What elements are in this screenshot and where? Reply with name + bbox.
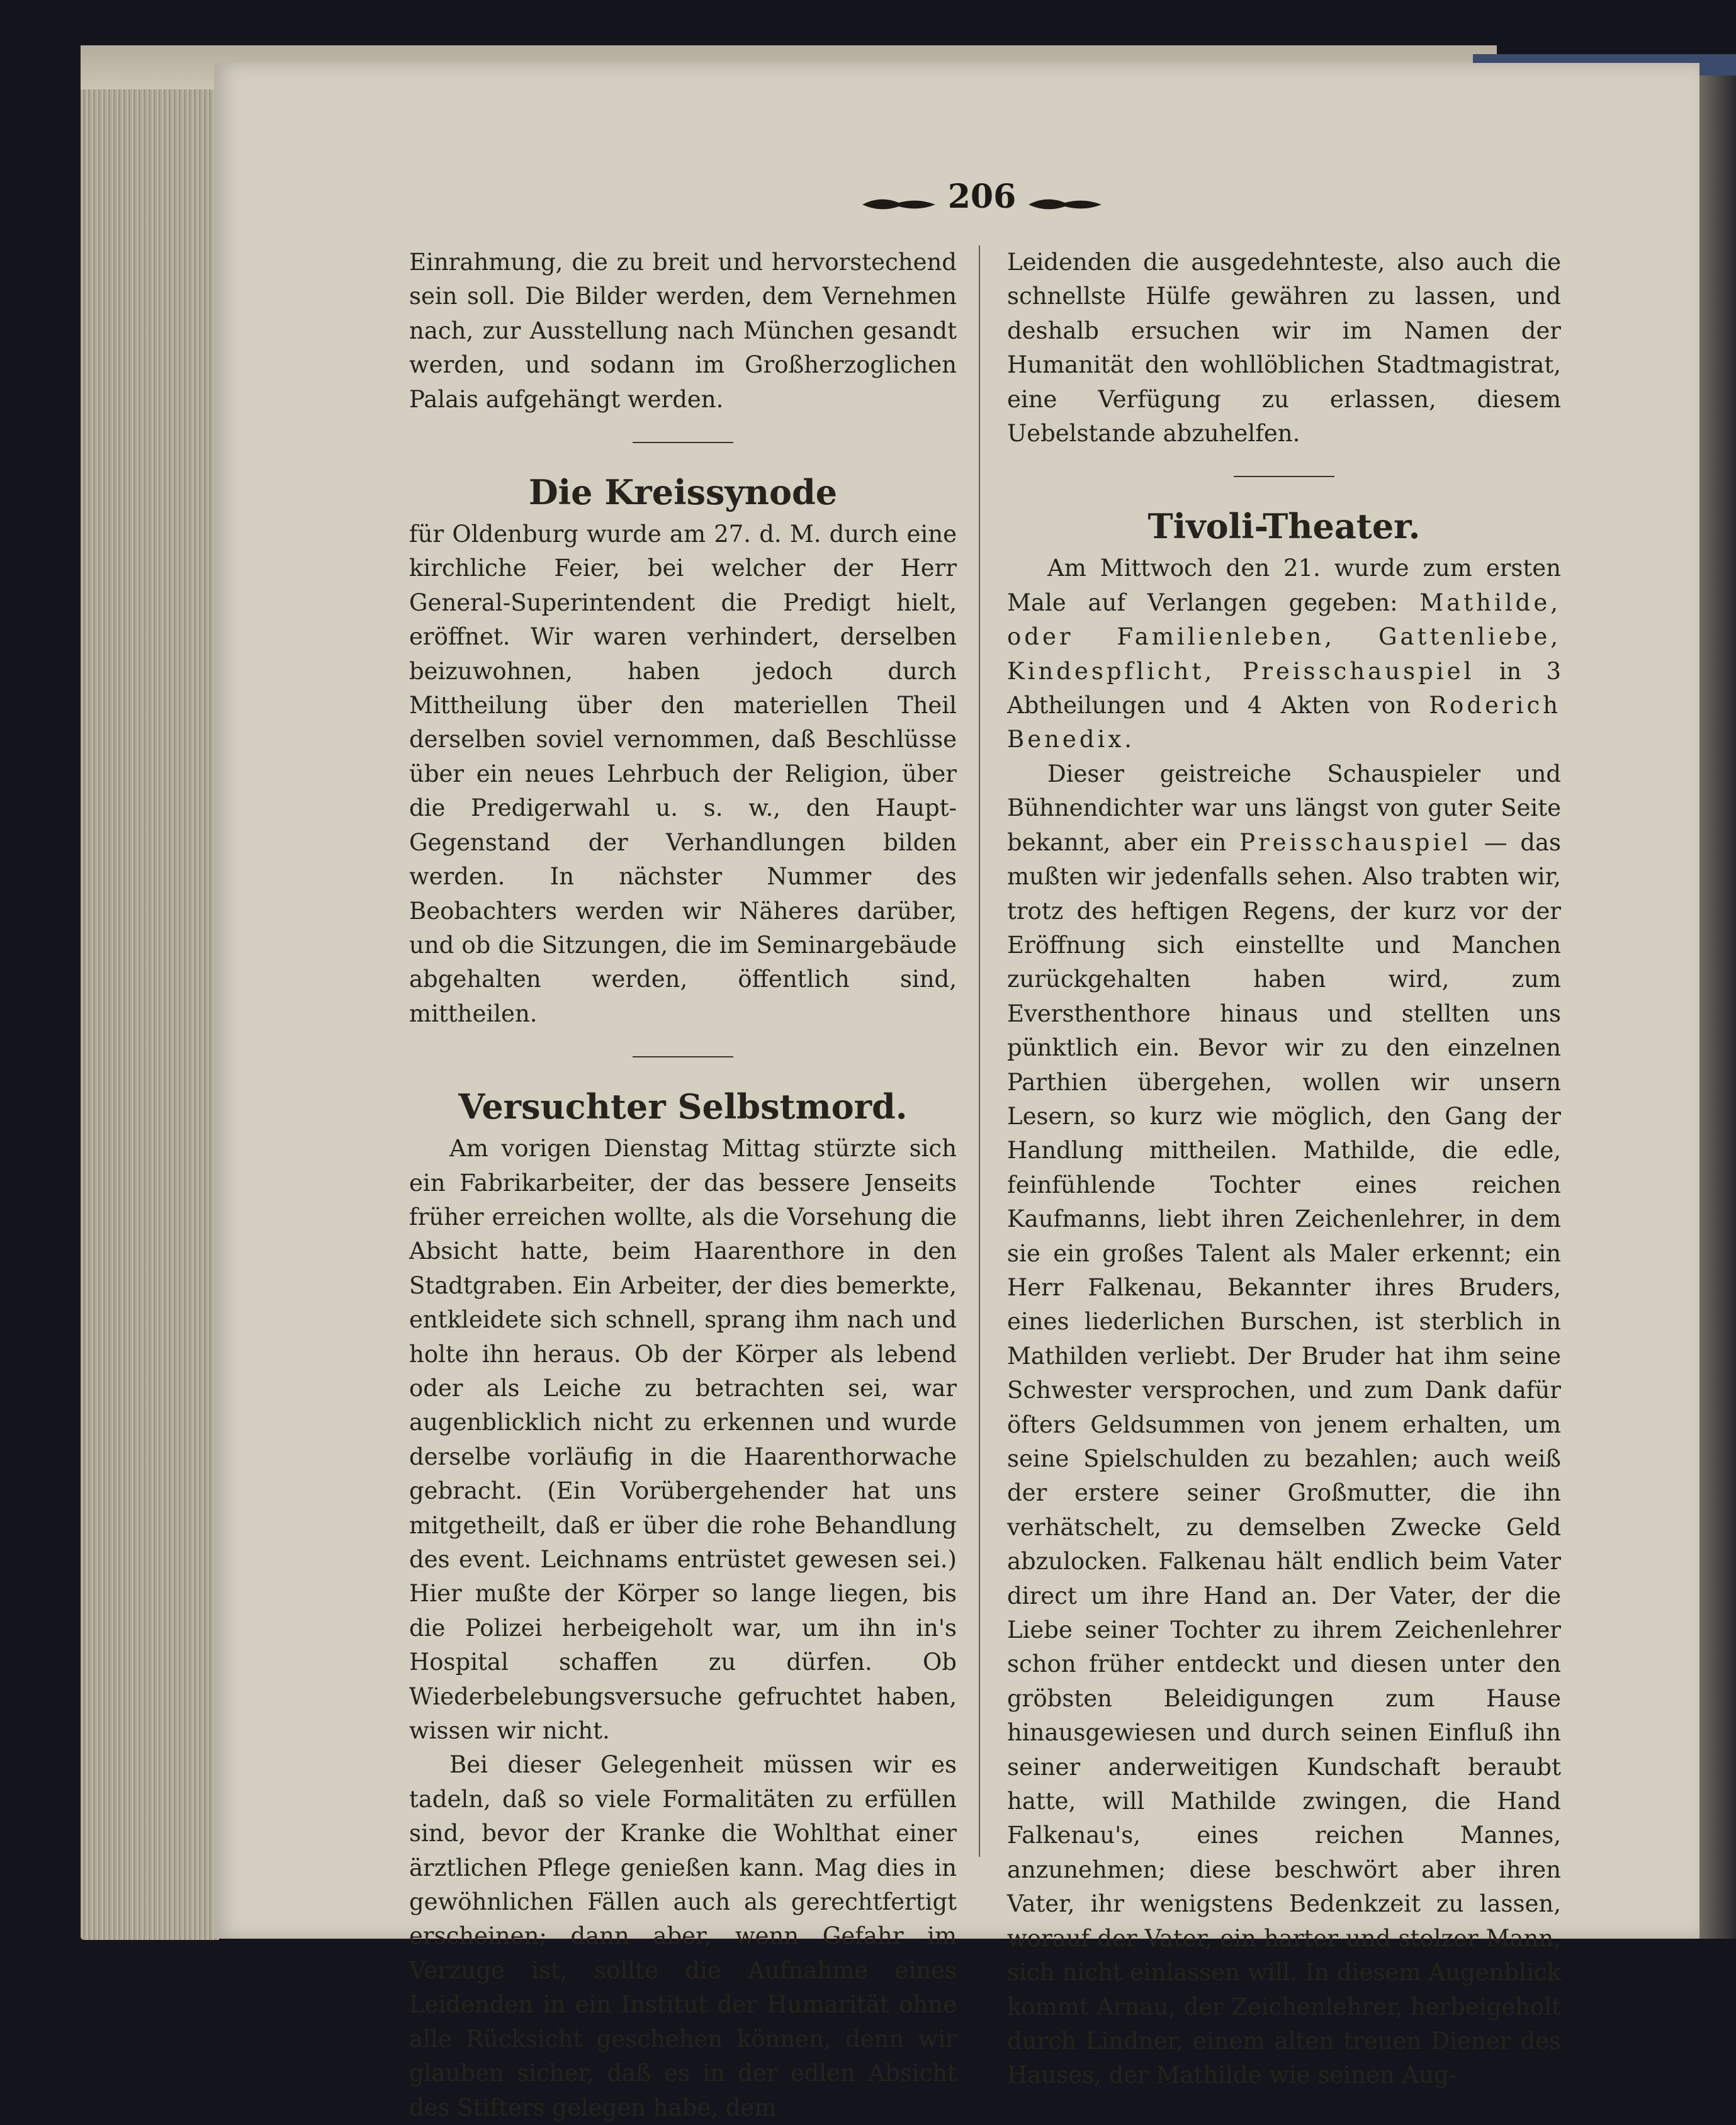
tivoli-play-title: Mathilde, oder Familienleben, Gattenliebe, Kindespflicht, Preisschauspiel — [1007, 589, 1561, 685]
left-column — [409, 245, 957, 2121]
article-separator — [1234, 476, 1334, 477]
book-page-edges — [81, 45, 219, 1940]
tivoli-author: Roderich Benedix. — [1007, 692, 1561, 753]
right-intro-text: Leidenden die ausgedehnteste, also auch die schnellste Hülfe gewähren zu lassen, und deshalb ersuchen wir im Namen der Humanität den wohllöblichen Stadtmagistrat, eine Verfügung zu erlassen, diesem Uebelstande abzuhelfen. — [1007, 249, 1561, 448]
tivoli-p2-start: Dieser geistreiche Schauspieler und Bühnendichter war uns längst von guter Seite bekannt, aber ein — [1007, 760, 1561, 856]
next-page-edge — [1699, 76, 1736, 1939]
article-separator — [633, 1056, 733, 1057]
left-intro-text: Einrahmung, die zu breit und hervorstechend sein soll. Die Bilder werden, dem Vernehmen nach, zur Ausstellung nach München gesandt werden, und sodann im Großherzoglichen Palais aufgehängt werden. — [409, 249, 957, 413]
article-text-kreissynode: für Oldenburg wurde am 27. d. M. durch eine kirchliche Feier, bei welcher der Herr General-Superintendent die Predigt hielt, eröffnet. Wir waren verhindert, derselben beizuwohnen, haben jedoch durch Mittheilung über den materiellen Theil derselben soviel vernommen, daß Beschlüsse über ein neues Lehrbuch der Religion, über die Predigerwahl u. s. w., den Haupt-Gegenstand der Verhandlungen bilden werden. In nächster Nummer des Beobachters werden wir Näheres darüber, und ob die Sitzungen, die im Seminargebäude abgehalten werden, öffentlich sind, mittheilen. — [409, 521, 957, 1027]
tivoli-p2-rest: — das mußten wir jedenfalls sehen. Also trabten wir, trotz des heftigen Regens, der kurz vor der Eröffnung sich einstellte und Manchen zurückgehalten haben wird, zum Eversthenthore hinaus und stellten uns pünktlich ein. Bevor wir zu den einzelnen Parthien übergehen, wollen wir unsern Lesern, so kurz wie möglich, den Gang der Handlung mittheilen. Mathilde, die edle, feinfühlende Tochter eines reichen Kaufmanns, liebt ihren Zeichenlehrer, in dem sie ein großes Talent als Maler erkennt; ein Herr Falkenau, Bekannter ihres Bruders, eines liederlichen Burschen, ist sterblich in Mathilden verliebt. Der Bruder hat ihm seine Schwester versprochen, und zum Dank dafür öfters Geldsummen von jenem erhalten, um seine Spielschulden zu bezahlen; auch weiß der erstere seiner Großmutter, die ihn verhätschelt, zu demselben Zwecke Geld abzulocken. Falkenau hält endlich beim Vater direct um ihre Hand an. Der Vater, der die Liebe seiner Tochter zu ihrem Zeichenlehrer schon früher entdeckt und diesen unter den gröbsten Beleidigungen zum Hause hinausgewiesen und durch seinen Einfluß ihn seiner anderweitigen Kundschaft beraubt hatte, will Mathilde zwingen, die Hand Falkenau's, eines reichen Mannes, anzunehmen; diese beschwört aber ihren Vater, ihr wenigstens Bedenkzeit zu lassen, worauf der Vater, ein harter und stolzer Mann, sich nicht einlassen will. In diesem Augenblick kommt Arnau, der Zeichenlehrer, herbeigeholt durch Lindner, einem alten treuen Diener des Hauses, der Mathilde wie seinen Aug- — [1007, 828, 1561, 2089]
article-title-kreissynode: Die Kreissynode — [528, 472, 838, 513]
article-title-tivoli: Tivoli-Theater. — [1147, 506, 1421, 547]
article-text-tivoli-p2 — [1007, 757, 1561, 2093]
page-number: 206 — [947, 178, 1017, 216]
right-column — [1007, 245, 1562, 2089]
article-text-selbstmord-p1: Am vorigen Dienstag Mittag stürzte sich ein Fabrikarbeiter, der das bessere Jenseits früher erreichen wollte, als die Vorsehung die Absicht hatte, beim Haarenthore in den Stadtgraben. Ein Arbeiter, der dies bemerkte, entkleidete sich schnell, sprang ihm nach und holte ihn heraus. Ob der Körper als lebend oder als Leiche zu betrachten sei, war augenblicklich nicht zu erkennen und wurde derselbe vorläufig in die Haarenthorwache gebracht. (Ein Vorübergehender hat uns mitgetheilt, daß er über die rohe Behandlung des event. Leichnams entrüstet gewesen sei.) Hier mußte der Körper so lange liegen, bis die Polizei herbeigeholt war, um ihn in's Hospital schaffen zu dürfen. Ob Wiederbelebungsversuche gefruchtet haben, wissen wir nicht. — [409, 1135, 957, 1745]
article-text-tivoli-p1 — [1007, 551, 1561, 757]
tivoli-spaced-word: Preisschauspiel — [1239, 828, 1472, 856]
tivoli-p1-start: Am Mittwoch den 21. wurde zum ersten Male auf Verlangen gegeben: — [1007, 555, 1561, 616]
article-text-selbstmord-p2: Bei dieser Gelegenheit müssen wir es tadeln, daß so viele Formalitäten zu erfüllen sind, bevor der Kranke die Wohlthat einer ärztlichen Pflege genießen kann. Mag dies in gewöhnlichen Fällen auch als gerechtfertigt erscheinen; dann aber, wenn Gefahr im Verzuge ist, sollte die Aufnahme eines Leidenden in ein Institut der Humarität ohne alle Rücksicht geschehen können, denn wir glauben sicher, daß es in der edlen Absicht des Stifters gelegen habe, dem — [409, 1751, 957, 2121]
article-title-selbstmord: Versuchter Selbstmord. — [458, 1086, 908, 1127]
left-ornament-icon — [861, 195, 937, 204]
page-header — [856, 178, 1108, 216]
right-ornament-icon — [1027, 195, 1103, 204]
column-divider — [979, 245, 980, 1857]
article-separator — [633, 442, 733, 443]
tivoli-p1-mid: in 3 Abtheilungen und 4 Akten von — [1007, 657, 1562, 719]
